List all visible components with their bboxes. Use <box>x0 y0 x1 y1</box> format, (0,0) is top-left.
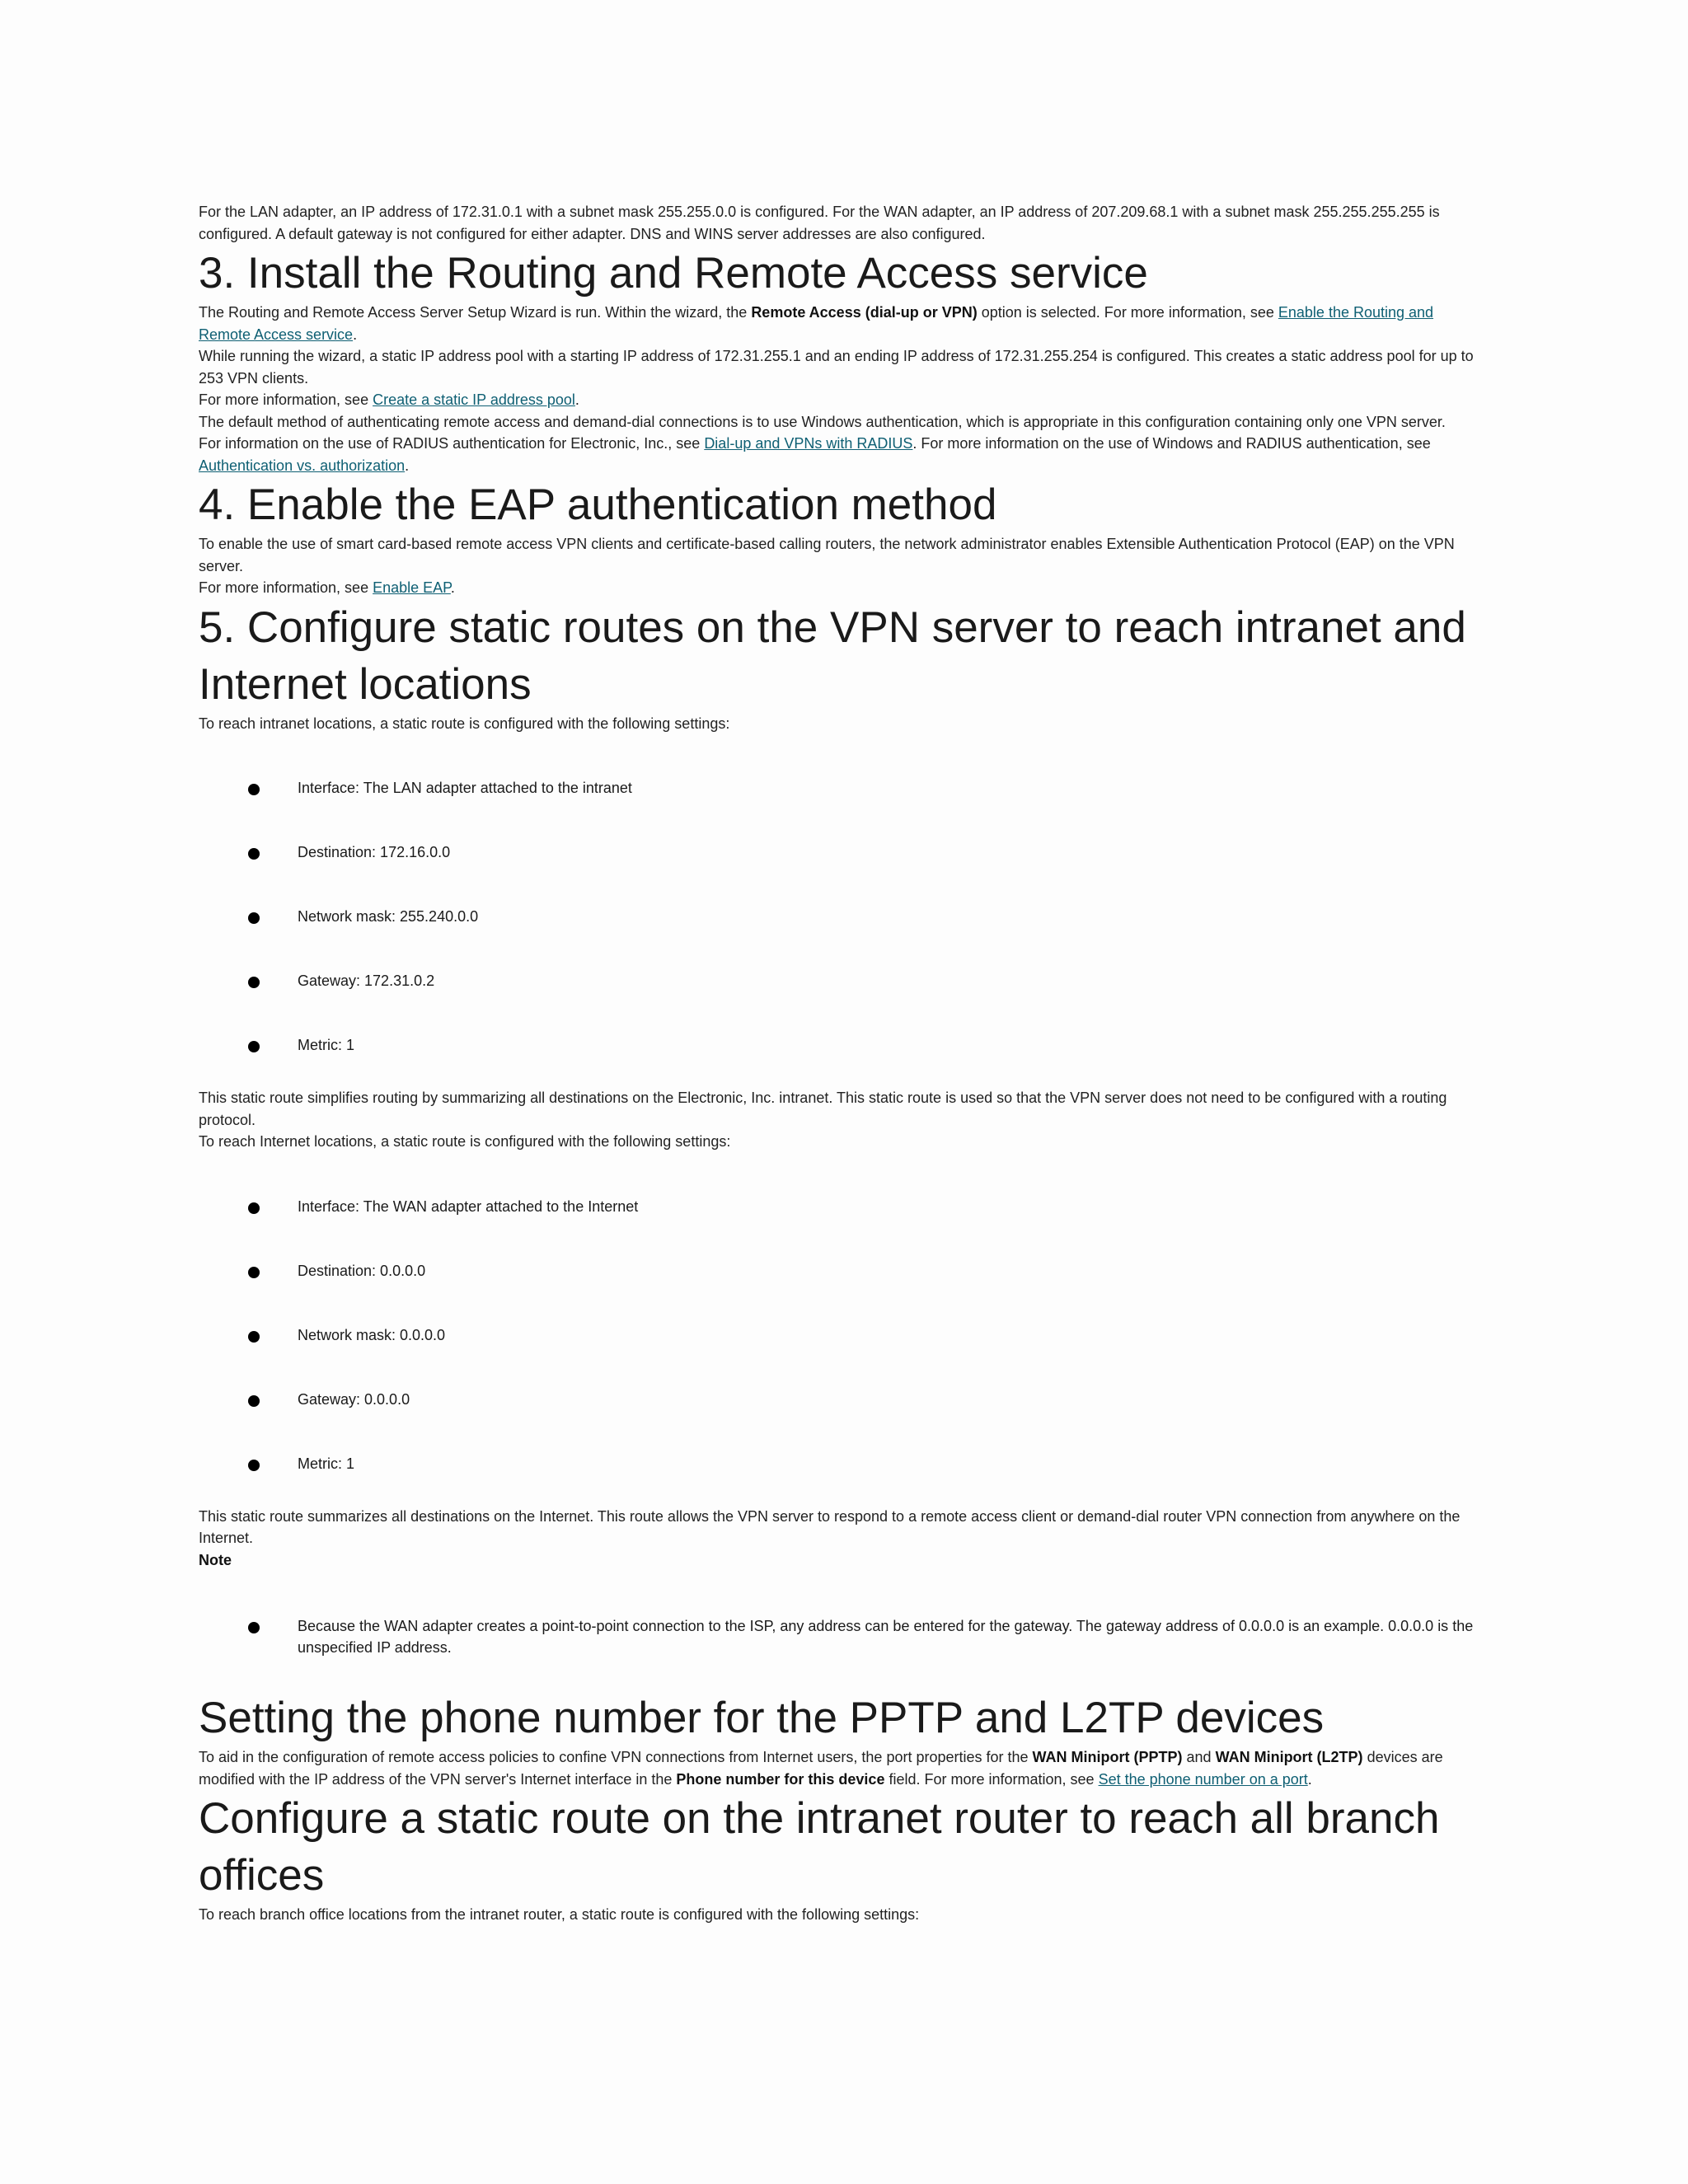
link-authentication-vs-authorization[interactable]: Authentication vs. authorization <box>199 457 406 474</box>
s7-paragraph-1: To reach branch office locations from the intranet router, a static route is configured with the following settings: <box>199 1906 920 1923</box>
list-item: Network mask: 255.240.0.0 <box>199 906 1484 927</box>
s3-paragraph-2: While running the wizard, a static IP address pool with a starting IP address of 172.31.255.1 and an ending IP address of 172.31.255.254 is configured. This creates a static address pool for up to 253 VPN clients. <box>199 348 1474 387</box>
note-list <box>199 1615 1484 1658</box>
s3-paragraph-3: For more information, see Create a static IP address pool. <box>199 391 579 408</box>
wan-miniport-pptp-label: WAN Miniport (PPTP) <box>1032 1749 1183 1765</box>
wan-miniport-l2tp-label: WAN Miniport (L2TP) <box>1215 1749 1363 1765</box>
s5-paragraph-4: This static route summarizes all destinations on the Internet. This route allows the VPN server to respond to a remote access client or demand-dial router VPN connection from anywhere on the Internet. <box>199 1507 1461 1546</box>
link-dialup-vpns-radius[interactable]: Dial-up and VPNs with RADIUS <box>704 435 913 452</box>
list-item: Interface: The LAN adapter attached to the intranet <box>199 777 1484 799</box>
intro-paragraph: For the LAN adapter, an IP address of 172.31.0.1 with a subnet mask 255.255.0.0 is configured. For the WAN adapter, an IP address of 207.209.68.1 with a subnet mask 255.255.255.255 is configured. A default gateway is not configured for either adapter. DNS and WINS server addresses are also configured. <box>199 204 1440 242</box>
section-5-heading: 5. Configure static routes on the VPN server to reach intranet and Internet locations <box>199 602 1466 709</box>
link-enable-eap[interactable]: Enable EAP <box>373 579 451 596</box>
s5-paragraph-2: This static route simplifies routing by summarizing all destinations on the Electronic, Inc. intranet. This static route is used so that the VPN server does not need to be configured with a routing protocol. <box>199 1090 1447 1128</box>
section-phone-number-heading: Setting the phone number for the PPTP and L2TP devices <box>199 1694 1325 1742</box>
section-intranet-router-heading: Configure a static route on the intranet router to reach all branch offices <box>199 1794 1440 1900</box>
phone-number-field-label: Phone number for this device <box>676 1770 885 1788</box>
list-item: Metric: 1 <box>199 1453 1484 1474</box>
section-3-heading: 3. Install the Routing and Remote Access service <box>199 249 1148 298</box>
s4-paragraph-2: For more information, see Enable EAP. <box>199 579 455 596</box>
s6-paragraph-1: To aid in the configuration of remote access policies to confine VPN connections from Internet users, the port properties for the WAN Miniport (PPTP) and WAN Miniport (L2TP) devices are modified with the IP address of the VPN server's Internet interface in the Phone number for this device field. For more information, see Set the phone number on a port. <box>199 1749 1443 1788</box>
link-create-static-ip-pool[interactable]: Create a static IP address pool <box>373 391 575 408</box>
s3-paragraph-4: The default method of authenticating remote access and demand-dial connections is to use Windows authentication, which is appropriate in this configuration containing only one VPN server. <box>199 413 1446 430</box>
list-item: Interface: The WAN adapter attached to the Internet <box>199 1196 1484 1217</box>
list-item: Metric: 1 <box>199 1034 1484 1056</box>
list-item: Gateway: 172.31.0.2 <box>199 970 1484 991</box>
link-set-phone-number-port[interactable]: Set the phone number on a port <box>1098 1770 1308 1788</box>
internet-route-settings-list <box>199 1196 1484 1474</box>
list-item: Gateway: 0.0.0.0 <box>199 1389 1484 1410</box>
s3-paragraph-1: The Routing and Remote Access Server Setup Wizard is run. Within the wizard, the Remote Access (dial-up or VPN) option is selected. For more information, see Enable the Routing and Remote Access service. <box>199 304 1434 343</box>
list-item: Because the WAN adapter creates a point-to-point connection to the ISP, any address can be entered for the gateway. The gateway address of 0.0.0.0 is an example. 0.0.0.0 is the unspecified IP address. <box>199 1615 1484 1658</box>
list-item: Destination: 172.16.0.0 <box>199 841 1484 863</box>
remote-access-option-label: Remote Access (dial-up or VPN) <box>751 304 978 321</box>
intranet-route-settings-list <box>199 777 1484 1056</box>
list-item: Destination: 0.0.0.0 <box>199 1260 1484 1282</box>
s3-paragraph-5: For information on the use of RADIUS authentication for Electronic, Inc., see Dial-up and VPNs with RADIUS. For more information on the use of Windows and RADIUS authentication, see Authentication vs. authorization. <box>199 435 1431 474</box>
list-item: Network mask: 0.0.0.0 <box>199 1324 1484 1346</box>
note-label: Note <box>199 1551 232 1568</box>
s5-paragraph-3: To reach Internet locations, a static route is configured with the following settings: <box>199 1133 731 1150</box>
s5-paragraph-1: To reach intranet locations, a static route is configured with the following settings: <box>199 715 730 732</box>
link-enable-routing-remote-access[interactable]: Enable the Routing and Remote Access service <box>199 304 1434 343</box>
section-4-heading: 4. Enable the EAP authentication method <box>199 480 997 529</box>
document-content <box>199 201 1484 1926</box>
s4-paragraph-1: To enable the use of smart card-based remote access VPN clients and certificate-based calling routers, the network administrator enables Extensible Authentication Protocol (EAP) on the VPN server. <box>199 536 1455 574</box>
